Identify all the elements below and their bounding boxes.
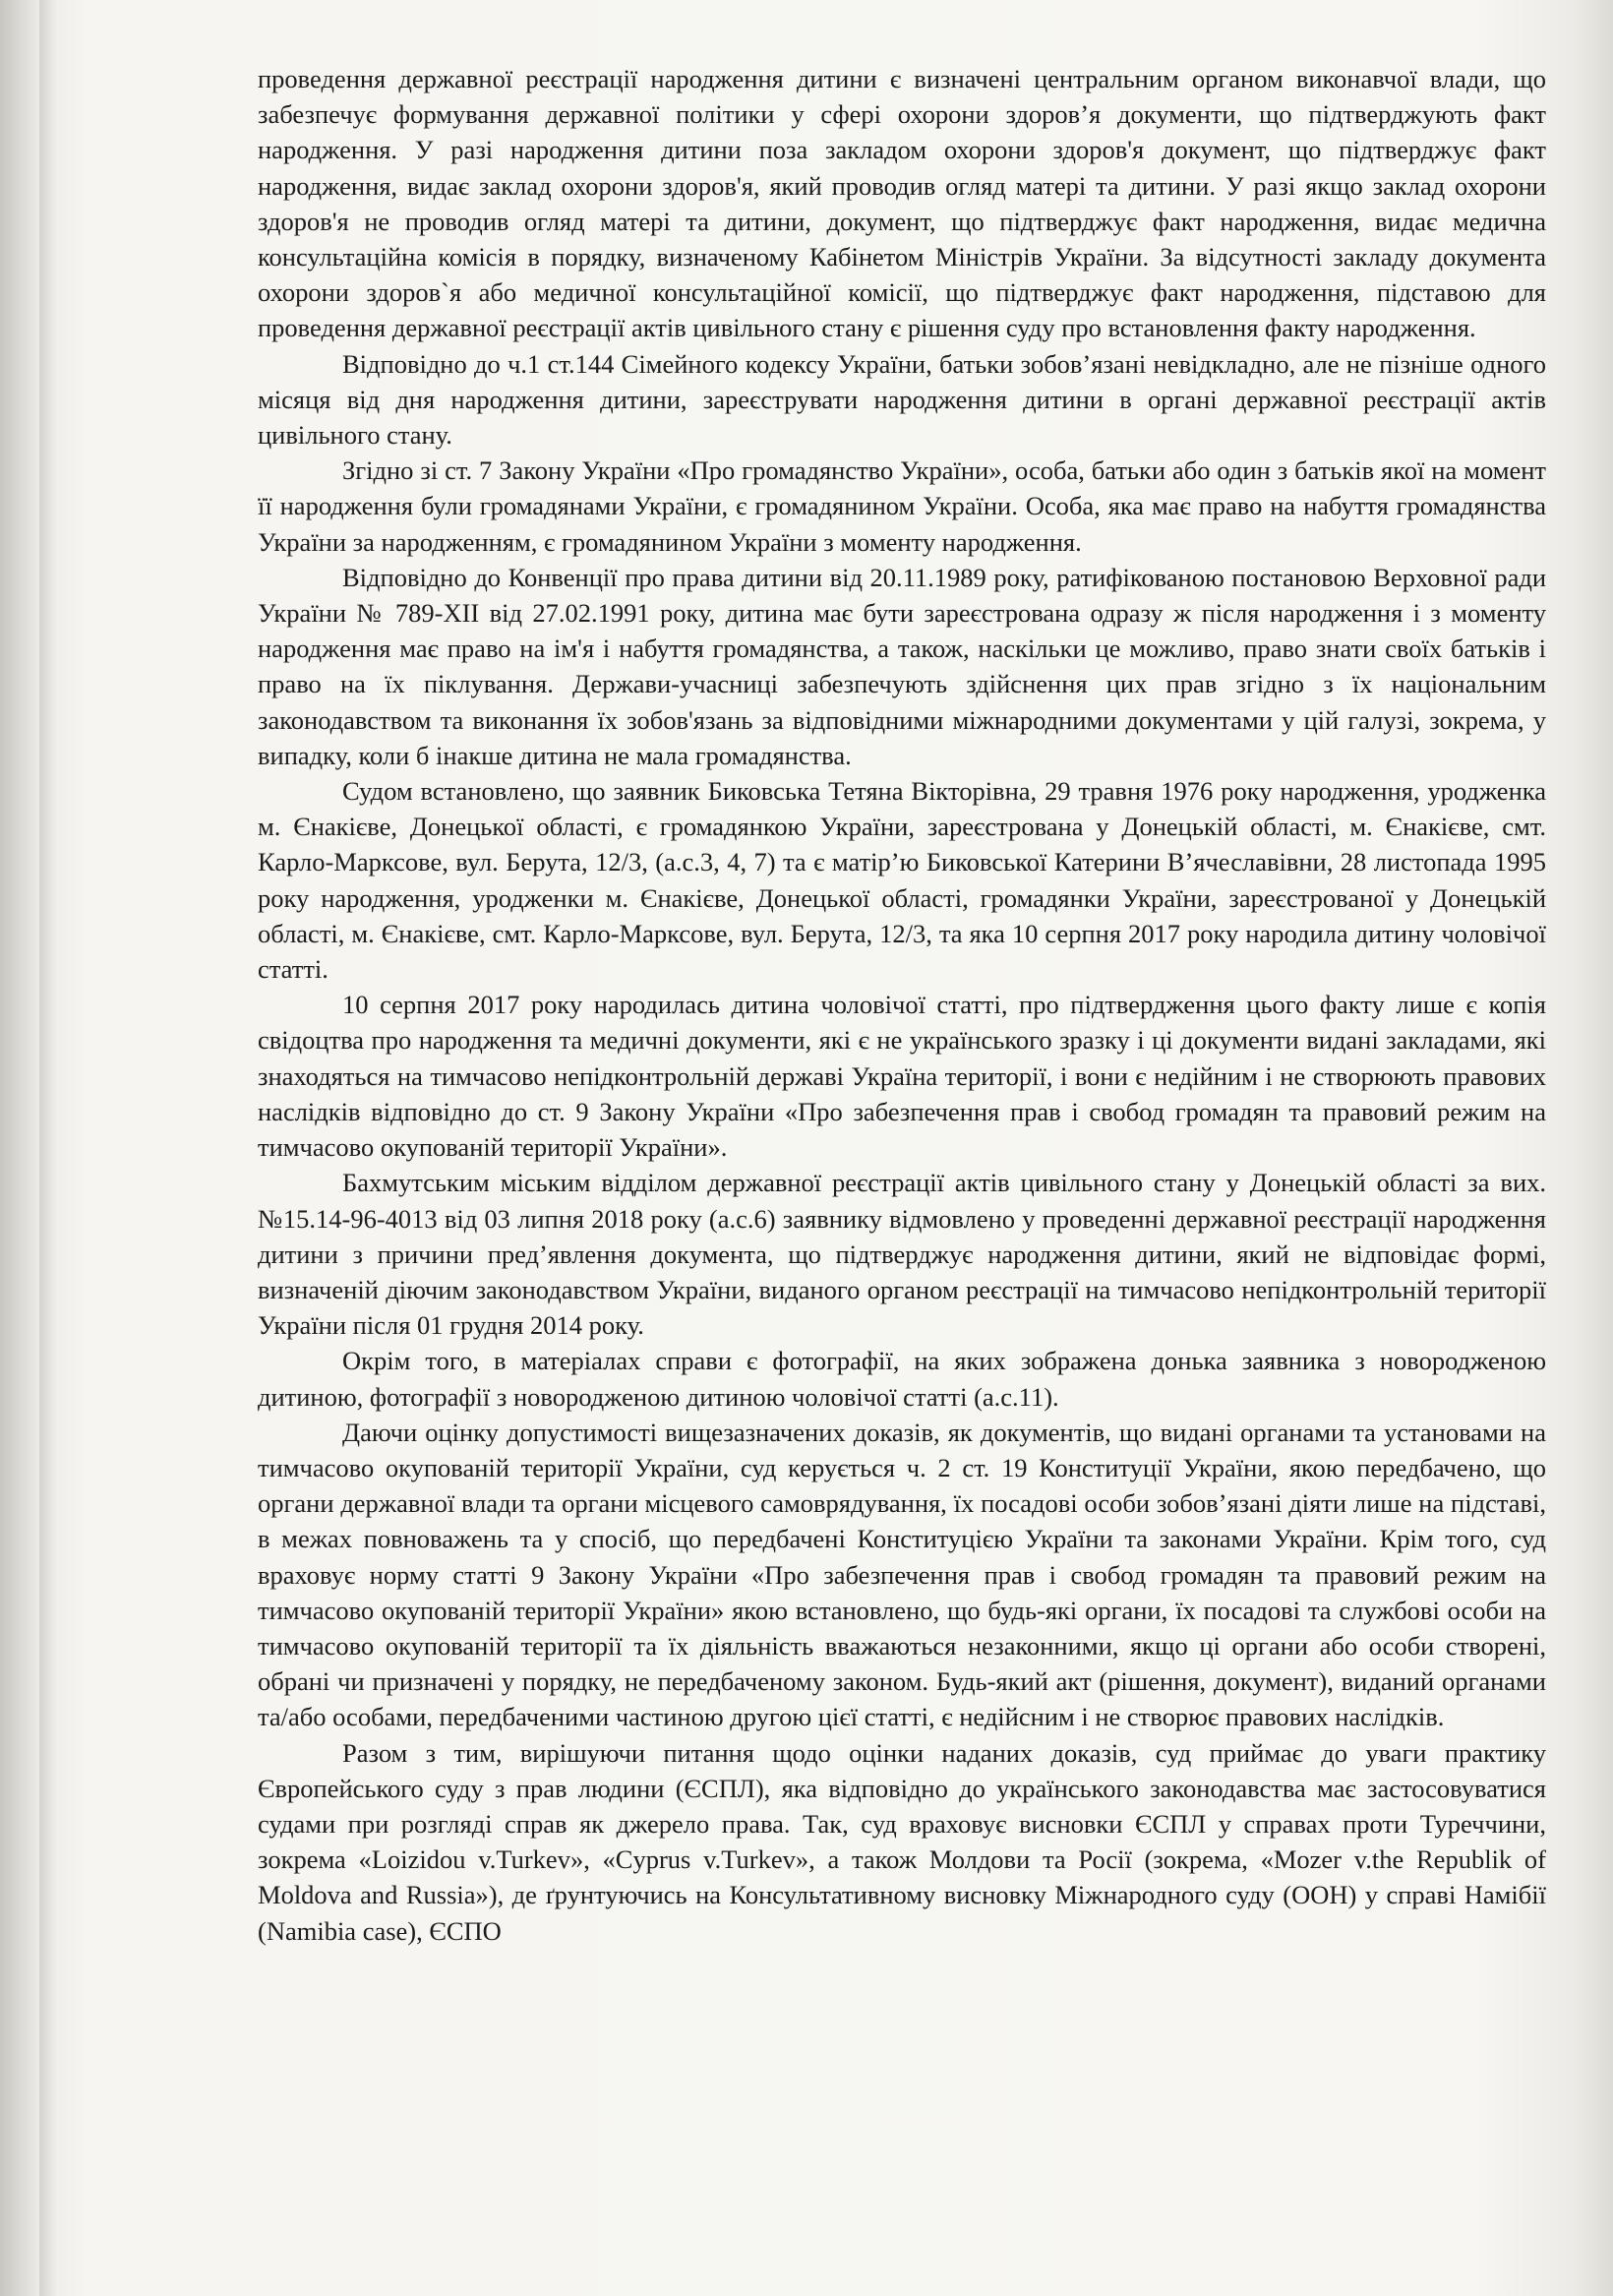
document-body bbox=[258, 61, 1546, 1949]
paragraph-admissibility: Даючи оцінку допустимості вищезазначених доказів, як документів, що видані органами та установами на тимчасово окупованій території України, суд керується ч. 2 ст. 19 Конституції України, якою передбачено, що органи державної влади та органи місцевого самоврядування, їх посадові особи зобов’язані діяти лише на підставі, в межах повноважень та у спосіб, що передбачені Конституцією України та законами України. Крім того, суд враховує норму статті 9 Закону України «Про забезпечення прав і свобод громадян та правовий режим на тимчасово окупованій території України» якою встановлено, що будь-які органи, їх посадові та службові особи на тимчасово окупованій території та їх діяльність вважаються незаконними, якщо ці органи або особи створені, обрані чи призначені у порядку, не передбаченому законом. Будь-який акт (рішення, документ), виданий органами та/або особами, передбаченими частиною другою цієї статті, є недійсним і не створює правових наслідків. bbox=[258, 1417, 1546, 1732]
page-fold-shadow bbox=[39, 0, 57, 2296]
paragraph-birth-fact: 10 серпня 2017 року народилась дитина чоловічої статті, про підтвердження цього факту лише є копія свідоцтва про народження та медичні документи, які є не українського зразку і ці документи видані закладами, які знаходяться на тимчасово непідконтрольній державі Україна території, і вони є недійним і не створюють правових наслідків відповідно до ст. 9 Закону України «Про забезпечення прав і свобод громадян та правовий режим на тимчасово окупованій території України». bbox=[258, 990, 1546, 1163]
paragraph-registry-refusal: Бахмутським міським відділом державної реєстрації актів цивільного стану у Донецькій області за вих. №15.14-96-4013 від 03 липня 2018 року (а.с.6) заявнику відмовлено у проведенні державної реєстрації народження дитини з причини пред’явлення документа, що підтверджує народження дитини, який не відповідає формі, визначеній діючим законодавством України, виданого органом реєстрації на тимчасово непідконтрольній території України після 01 грудня 2014 року. bbox=[258, 1168, 1546, 1341]
paragraph-convention: Відповідно до Конвенції про права дитини від 20.11.1989 року, ратифікованою постановою Верховної ради України № 789-XII від 27.02.1991 року, дитина має бути зареєстрована одразу ж після народження і з моменту народження має право на ім'я і набуття громадянства, а також, наскільки це можливо, право знати своїх батьків і право на їх піклування. Держави-учасниці забезпечують здійснення цих прав згідно з їх національним законодавством та виконання їх зобов'язань за відповідними міжнародними документами у цій галузі, зокрема, у випадку, коли б інакше дитина не мала громадянства. bbox=[258, 562, 1546, 770]
paragraph-birth-documents: проведення державної реєстрації народження дитини є визначені центральним органом виконавчої влади, що забезпечує формування державної політики у сфері охорони здоров’я документи, що підтверджують факт народження. У разі народження дитини поза закладом охорони здоров'я документ, що підтверджує факт народження, видає заклад охорони здоров'я, який проводив огляд матері та дитини. У разі якщо заклад охорони здоров'я не проводив огляд матері та дитини, документ, що підтверджує факт народження, видає медична консультаційна комісія в порядку, визначеному Кабінетом Міністрів України. За відсутності закладу документа охорони здоров`я або медичної консультаційної комісії, що підтверджує факт народження, підставою для проведення державної реєстрації актів цивільного стану є рішення суду про встановлення факту народження. bbox=[258, 64, 1546, 343]
paragraph-photographs: Окрім того, в матеріалах справи є фотографії, на яких зображена донька заявника з новородженою дитиною, фотографії з новородженою дитиною чоловічої статті (а.с.11). bbox=[258, 1346, 1546, 1412]
paragraph-court-findings: Судом встановлено, що заявник Биковська Тетяна Вікторівна, 29 травня 1976 року народження, уродженка м. Єнакієве, Донецької області, є громадянкою України, зареєстрована у Донецькій області, м. Єнакієве, смт. Карло-Марксове, вул. Берута, 12/3, (а.с.3, 4, 7) та є матір’ю Биковської Катерини В’ячеславівни, 28 листопада 1995 року народження, уродженки м. Єнакієве, Донецької області, громадянки України, зареєстрованої у Донецькій області, м. Єнакієве, смт. Карло-Марксове, вул. Берута, 12/3, та яка 10 серпня 2017 року народила дитину чоловічої статті. bbox=[258, 776, 1546, 985]
paragraph-citizenship-law: Згідно зі ст. 7 Закону України «Про громадянство України», особа, батьки або один з батьків якої на момент її народження були громадянами України, є громадянином України. Особа, яка має право на набуття громадянства України за народженням, є громадянином України з моменту народження. bbox=[258, 455, 1546, 557]
paragraph-echr-practice: Разом з тим, вирішуючи питання щодо оцінки наданих доказів, суд приймає до уваги практику Європейського суду з прав людини (ЄСПЛ), яка відповідно до українського законодавства має застосовуватися судами при розгляді справ як джерело права. Так, суд враховує висновки ЄСПЛ у справах проти Туреччини, зокрема «Loizidou v.Turkev», «Cyprus v.Turkev», а також Молдови та Росії (зокрема, «Mozer v.the Republik of Moldova and Russia»), де ґрунтуючись на Консультативному висновку Міжнародного суду (ООН) у справі Намібії (Namibia case), ЄСПО bbox=[258, 1737, 1546, 1946]
paragraph-family-code: Відповідно до ч.1 ст.144 Сімейного кодексу України, батьки зобов’язані невідкладно, але не пізніше одного місяця від дня народження дитини, зареєструвати народження дитини в органі державної реєстрації актів цивільного стану. bbox=[258, 348, 1546, 451]
